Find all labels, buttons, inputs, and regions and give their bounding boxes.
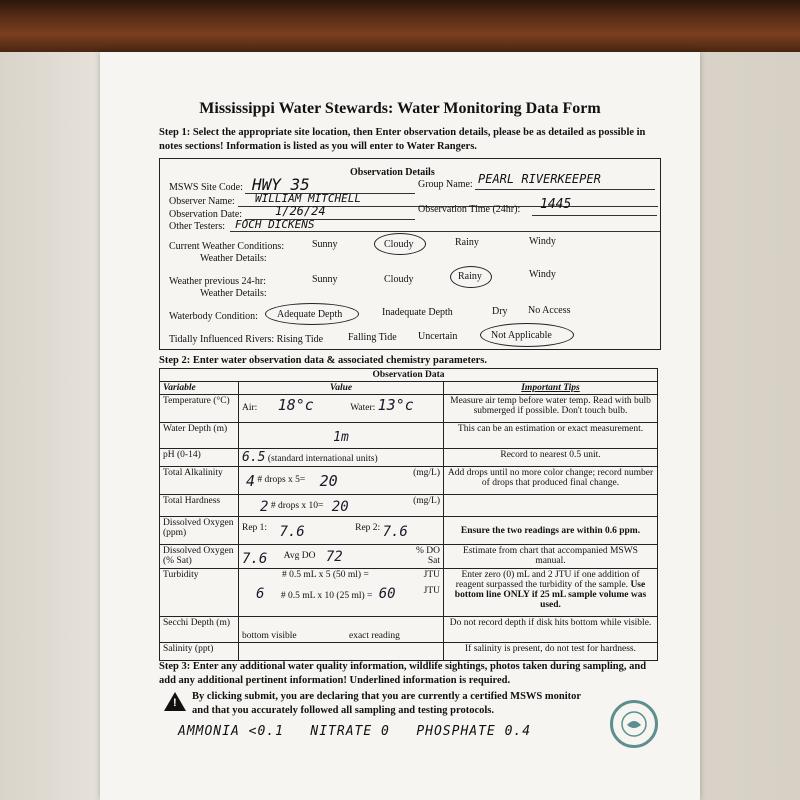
additional-notes[interactable]: AMMONIA <0.1 NITRATE 0 PHOSPHATE 0.4 bbox=[178, 724, 532, 739]
wooden-desk-edge bbox=[0, 0, 800, 52]
turb-jtu-2: JTU bbox=[423, 586, 440, 596]
avg-do-value[interactable]: 72 bbox=[325, 549, 343, 565]
avg-do-label: Avg DO bbox=[283, 551, 316, 561]
do-ppm-tip: Ensure the two readings are within 0.6 ppm. bbox=[444, 517, 658, 545]
ph-tip: Record to nearest 0.5 unit. bbox=[444, 449, 658, 467]
current-sunny[interactable]: Sunny bbox=[312, 239, 338, 250]
ph-label: pH (0-14) bbox=[160, 449, 239, 467]
col-variable: Variable bbox=[160, 382, 239, 395]
rep1-value[interactable]: 7.6 bbox=[279, 524, 305, 540]
waterbody-no-access[interactable]: No Access bbox=[528, 305, 571, 316]
hard-drops[interactable]: 2 bbox=[260, 499, 269, 515]
turbidity-tip-cell bbox=[444, 569, 658, 617]
time-value[interactable]: 1445 bbox=[540, 197, 572, 212]
alkalinity-value-cell[interactable] bbox=[239, 467, 444, 495]
prev-sunny[interactable]: Sunny bbox=[312, 274, 338, 285]
previous-weather-label: Weather previous 24-hr: bbox=[169, 276, 266, 287]
do-ppm-value-cell[interactable] bbox=[239, 517, 444, 545]
observer-label: Observer Name: bbox=[169, 196, 235, 207]
do-sat-value-cell[interactable] bbox=[239, 545, 444, 569]
turb-jtu-1: JTU bbox=[423, 570, 440, 580]
prev-rainy[interactable]: Rainy bbox=[458, 271, 482, 282]
date-value[interactable]: 1/26/24 bbox=[275, 204, 326, 218]
do-sat-value[interactable]: 7.6 bbox=[242, 551, 268, 567]
current-weather-label: Current Weather Conditions: bbox=[169, 241, 285, 252]
turbidity-label: Turbidity bbox=[160, 569, 239, 617]
declaration-text: By clicking submit, you are declaring that you are currently a certified MSWS monitor and that you accurately followed all sampling and testing protocols. bbox=[192, 691, 581, 716]
cloudy-selected-mark bbox=[374, 233, 426, 255]
col-tips: Important Tips bbox=[444, 382, 658, 395]
obs-data-title: Observation Data bbox=[160, 369, 658, 382]
current-windy[interactable]: Windy bbox=[529, 236, 556, 247]
alkalinity-label: Total Alkalinity bbox=[160, 467, 239, 495]
site-code-value[interactable]: HWY 35 bbox=[252, 175, 310, 194]
tidal-falling[interactable]: Falling Tide bbox=[348, 332, 397, 343]
turb-line2: # 0.5 mL x 10 (25 ml) = bbox=[280, 591, 373, 601]
testers-value[interactable]: FOCH DICKENS bbox=[235, 218, 315, 231]
turbidity-value-cell[interactable] bbox=[239, 569, 444, 617]
current-cloudy[interactable]: Cloudy bbox=[384, 239, 414, 250]
observer-value[interactable]: WILLIAM MITCHELL bbox=[255, 192, 361, 205]
turb-result[interactable]: 60 bbox=[378, 586, 396, 602]
alk-drops[interactable]: 4 bbox=[246, 472, 256, 490]
do-sat-label: Dissolved Oxygen (% Sat) bbox=[160, 545, 239, 569]
rep2-value[interactable]: 7.6 bbox=[382, 524, 408, 540]
do-ppm-label: Dissolved Oxygen (ppm) bbox=[160, 517, 239, 545]
secchi-value-cell[interactable] bbox=[239, 617, 444, 643]
depth-tip: This can be an estimation or exact measurement. bbox=[444, 423, 658, 449]
temp-label: Temperature (°C) bbox=[160, 395, 239, 423]
secchi-exact-reading[interactable]: exact reading bbox=[349, 631, 400, 641]
ph-units: (standard international units) bbox=[267, 454, 378, 464]
waterbody-label: Waterbody Condition: bbox=[169, 311, 258, 322]
depth-value[interactable]: 1m bbox=[333, 430, 349, 445]
prev-cloudy[interactable]: Cloudy bbox=[384, 274, 414, 285]
current-rainy[interactable]: Rainy bbox=[455, 237, 479, 248]
secchi-label: Secchi Depth (m) bbox=[160, 617, 239, 643]
depth-label: Water Depth (m) bbox=[160, 423, 239, 449]
testers-label: Other Testers: bbox=[169, 221, 226, 232]
turb-drops[interactable]: 6 bbox=[256, 586, 265, 602]
salinity-value-cell[interactable] bbox=[239, 643, 444, 661]
turbidity-tip-bold: Use bottom line ONLY if 25 mL sample volume was used. bbox=[454, 580, 647, 610]
waterbody-dry[interactable]: Dry bbox=[492, 306, 508, 317]
secchi-tip: Do not record depth if disk hits bottom while visible. bbox=[444, 617, 658, 643]
temp-tip: Measure air temp before water temp. Read with bulb submerged if possible. Don't touch bulb. bbox=[444, 395, 658, 423]
previous-weather-details-label: Weather Details: bbox=[200, 288, 267, 299]
col-value: Value bbox=[239, 382, 444, 395]
rep2-label: Rep 2: bbox=[355, 523, 381, 533]
depth-value-cell[interactable] bbox=[239, 423, 444, 449]
not-applicable-selected-mark bbox=[480, 323, 574, 347]
step2-text: Step 2: Enter water observation data & associated chemistry parameters. bbox=[159, 355, 487, 366]
temp-value-cell[interactable] bbox=[239, 395, 444, 423]
secchi-bottom-visible[interactable]: bottom visible bbox=[242, 631, 297, 641]
tidal-uncertain[interactable]: Uncertain bbox=[418, 331, 458, 342]
water-label: Water: bbox=[350, 403, 376, 413]
hardness-value-cell[interactable] bbox=[239, 495, 444, 517]
warning-icon: ! bbox=[164, 692, 186, 711]
water-temp-value[interactable]: 13°c bbox=[377, 396, 414, 414]
rep1-label: Rep 1: bbox=[242, 523, 268, 533]
hard-unit: (mg/L) bbox=[413, 496, 440, 506]
do-sat-tip: Estimate from chart that accompanied MSWS manual. bbox=[444, 545, 658, 569]
step3-text: Step 3: Enter any additional water quality information, wildlife sightings, photos taken during sampling, and add any additional pertinent information! Underlined information is required. bbox=[159, 661, 647, 686]
turbidity-tip: Enter zero (0) mL and 2 JTU if one addition of reagent surpassed the turbidity of the sample. bbox=[455, 570, 640, 590]
observation-details-box bbox=[159, 158, 661, 350]
alkalinity-tip: Add drops until no more color change; record number of drops that produced final change. bbox=[444, 467, 658, 495]
salinity-label: Salinity (ppt) bbox=[160, 643, 239, 661]
alk-unit: (mg/L) bbox=[413, 468, 440, 478]
data-form-sheet bbox=[100, 52, 700, 800]
time-label: Observation Time (24hr): bbox=[418, 204, 521, 215]
ph-value[interactable]: 6.5 bbox=[242, 450, 266, 465]
form-title: Mississippi Water Stewards: Water Monitoring Data Form bbox=[199, 100, 601, 117]
hardness-label: Total Hardness bbox=[160, 495, 239, 517]
air-label: Air: bbox=[242, 403, 258, 413]
obs-details-title: Observation Details bbox=[350, 167, 435, 178]
waterbody-adequate[interactable]: Adequate Depth bbox=[277, 309, 343, 320]
hardness-tip-empty bbox=[444, 495, 658, 517]
date-label: Observation Date: bbox=[169, 209, 243, 220]
salinity-tip: If salinity is present, do not test for hardness. bbox=[444, 643, 658, 661]
observation-data-table bbox=[159, 368, 658, 661]
group-label: Group Name: bbox=[418, 179, 473, 190]
current-weather-details-label: Weather Details: bbox=[200, 253, 267, 264]
air-temp-value[interactable]: 18°c bbox=[277, 396, 314, 414]
tidal-not-applicable[interactable]: Not Applicable bbox=[491, 330, 552, 341]
site-code-label: MSWS Site Code: bbox=[169, 182, 243, 193]
ph-value-cell[interactable] bbox=[239, 449, 444, 467]
prev-windy[interactable]: Windy bbox=[529, 269, 556, 280]
tidal-label: Tidally Influenced Rivers: Rising Tide bbox=[169, 334, 324, 345]
alk-mult: # drops x 5= bbox=[257, 475, 306, 485]
pct-do-sat-label: % DO Sat bbox=[415, 546, 440, 566]
waterbody-inadequate[interactable]: Inadequate Depth bbox=[382, 307, 453, 318]
turb-line1: # 0.5 mL x 5 (50 ml) = bbox=[282, 570, 369, 580]
hard-mult: # drops x 10= bbox=[270, 501, 324, 511]
hard-result[interactable]: 20 bbox=[331, 499, 349, 515]
step1-text: Step 1: Select the appropriate site location, then Enter observation details, please be as detailed as possible in notes sections! Information is listed as you will enter to Water Rangers. bbox=[159, 127, 646, 152]
adequate-selected-mark bbox=[265, 303, 359, 325]
msws-seal-logo bbox=[610, 700, 658, 748]
group-value[interactable]: PEARL RIVERKEEPER bbox=[478, 172, 601, 186]
alk-result[interactable]: 20 bbox=[319, 472, 338, 490]
rainy-selected-mark bbox=[450, 266, 492, 288]
